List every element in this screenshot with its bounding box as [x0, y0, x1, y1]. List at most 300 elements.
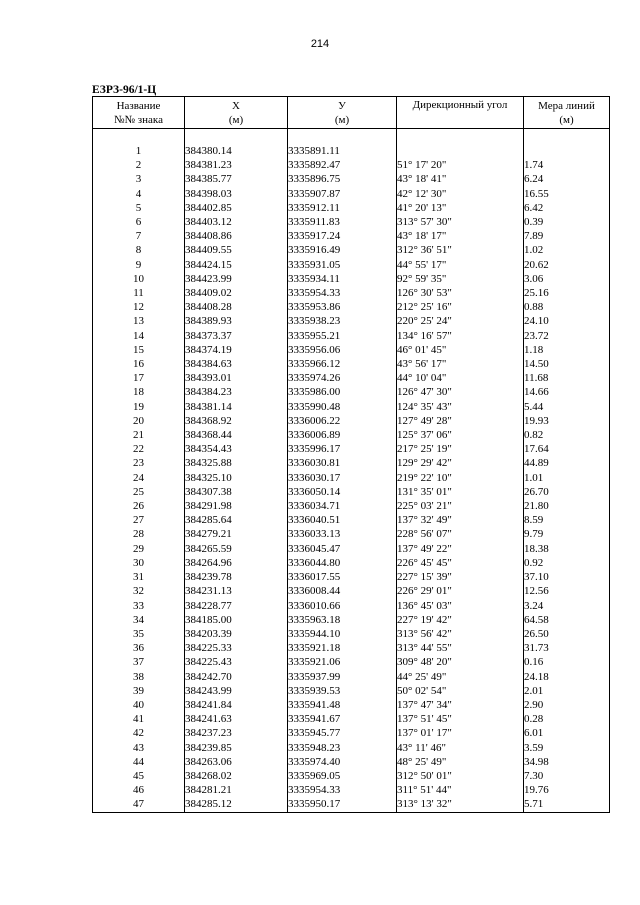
- y-coordinate-cell: 3335966.12: [288, 357, 397, 371]
- x-coordinate-cell: 384408.86: [185, 229, 288, 243]
- table-row: [93, 229, 610, 243]
- y-coordinate-cell: 3335911.83: [288, 215, 397, 229]
- bearing-angle-cell: 51° 17' 20": [397, 158, 524, 172]
- point-number-cell: 41: [93, 712, 185, 726]
- point-number-cell: 17: [93, 371, 185, 385]
- line-length-cell: 3.59: [524, 741, 610, 755]
- table-row: [93, 797, 610, 812]
- table-row: [93, 329, 610, 343]
- header-x: [185, 97, 288, 129]
- y-coordinate-cell: 3335937.99: [288, 670, 397, 684]
- x-coordinate-cell: 384243.99: [185, 684, 288, 698]
- header-unit: (м): [228, 113, 244, 126]
- line-length-cell: [524, 144, 610, 158]
- table-row: [93, 599, 610, 613]
- line-length-cell: 2.01: [524, 684, 610, 698]
- point-number-cell: 31: [93, 570, 185, 584]
- bearing-angle-cell: 129° 29' 42": [397, 456, 524, 470]
- point-number-cell: 40: [93, 698, 185, 712]
- x-coordinate-cell: 384381.23: [185, 158, 288, 172]
- line-length-cell: 25.16: [524, 286, 610, 300]
- y-coordinate-cell: 3335963.18: [288, 613, 397, 627]
- x-coordinate-cell: 384281.21: [185, 783, 288, 797]
- bearing-angle-cell: 48° 25' 49": [397, 755, 524, 769]
- point-number-cell: 8: [93, 243, 185, 257]
- bearing-angle-cell: 127° 49' 28": [397, 414, 524, 428]
- line-length-cell: 34.98: [524, 755, 610, 769]
- point-number-cell: 46: [93, 783, 185, 797]
- y-coordinate-cell: 3336006.89: [288, 428, 397, 442]
- bearing-angle-cell: 311° 51' 44": [397, 783, 524, 797]
- line-length-cell: 23.72: [524, 329, 610, 343]
- y-coordinate-cell: 3335938.23: [288, 314, 397, 328]
- y-coordinate-cell: 3335891.11: [288, 144, 397, 158]
- x-coordinate-cell: 384239.85: [185, 741, 288, 755]
- bearing-angle-cell: 312° 50' 01": [397, 769, 524, 783]
- line-length-cell: 3.24: [524, 599, 610, 613]
- coordinates-table: [92, 96, 610, 813]
- bearing-angle-cell: 124° 35' 43": [397, 400, 524, 414]
- y-coordinate-cell: 3335921.18: [288, 641, 397, 655]
- line-length-cell: 26.50: [524, 627, 610, 641]
- line-length-cell: 1.01: [524, 471, 610, 485]
- bearing-angle-cell: 46° 01' 45": [397, 343, 524, 357]
- x-coordinate-cell: 384307.38: [185, 485, 288, 499]
- x-coordinate-cell: 384279.21: [185, 527, 288, 541]
- bearing-angle-cell: 50° 02' 54": [397, 684, 524, 698]
- point-number-cell: 42: [93, 726, 185, 740]
- x-coordinate-cell: 384203.39: [185, 627, 288, 641]
- line-length-cell: 18.38: [524, 542, 610, 556]
- bearing-angle-cell: 43° 18' 17": [397, 229, 524, 243]
- x-coordinate-cell: 384384.63: [185, 357, 288, 371]
- table-row: [93, 215, 610, 229]
- point-number-cell: 43: [93, 741, 185, 755]
- table-row: [93, 371, 610, 385]
- point-number-cell: 11: [93, 286, 185, 300]
- line-length-cell: 0.88: [524, 300, 610, 314]
- bearing-angle-cell: 43° 18' 41": [397, 172, 524, 186]
- bearing-angle-cell: 92° 59' 35": [397, 272, 524, 286]
- y-coordinate-cell: 3336033.13: [288, 527, 397, 541]
- point-number-cell: 33: [93, 599, 185, 613]
- table-row: [93, 755, 610, 769]
- x-coordinate-cell: 384325.10: [185, 471, 288, 485]
- point-number-cell: 32: [93, 584, 185, 598]
- y-coordinate-cell: 3335916.49: [288, 243, 397, 257]
- point-number-cell: 39: [93, 684, 185, 698]
- point-number-cell: 38: [93, 670, 185, 684]
- y-coordinate-cell: 3335896.75: [288, 172, 397, 186]
- point-number-cell: 1: [93, 144, 185, 158]
- bearing-angle-cell: 219° 22' 10": [397, 471, 524, 485]
- point-number-cell: 20: [93, 414, 185, 428]
- y-coordinate-cell: 3335892.47: [288, 158, 397, 172]
- y-coordinate-cell: 3335945.77: [288, 726, 397, 740]
- y-coordinate-cell: 3336030.17: [288, 471, 397, 485]
- line-length-cell: 12.56: [524, 584, 610, 598]
- point-number-cell: 12: [93, 300, 185, 314]
- y-coordinate-cell: 3335948.23: [288, 741, 397, 755]
- table-row: [93, 513, 610, 527]
- table-row: [93, 400, 610, 414]
- table-row: [93, 357, 610, 371]
- bearing-angle-cell: 126° 30' 53": [397, 286, 524, 300]
- bearing-angle-cell: 137° 01' 17": [397, 726, 524, 740]
- point-number-cell: 47: [93, 797, 185, 812]
- table-row: [93, 442, 610, 456]
- x-coordinate-cell: 384374.19: [185, 343, 288, 357]
- x-coordinate-cell: 384285.64: [185, 513, 288, 527]
- header-distance: [524, 97, 610, 129]
- point-number-cell: 15: [93, 343, 185, 357]
- point-number-cell: 27: [93, 513, 185, 527]
- point-number-cell: 10: [93, 272, 185, 286]
- line-length-cell: 1.18: [524, 343, 610, 357]
- point-number-cell: 6: [93, 215, 185, 229]
- table-row: [93, 172, 610, 186]
- bearing-angle-cell: 309° 48' 20": [397, 655, 524, 669]
- table-row: [93, 670, 610, 684]
- line-length-cell: 19.93: [524, 414, 610, 428]
- bearing-angle-cell: 227° 15' 39": [397, 570, 524, 584]
- x-coordinate-cell: 384241.84: [185, 698, 288, 712]
- x-coordinate-cell: 384368.92: [185, 414, 288, 428]
- table-row: [93, 655, 610, 669]
- line-length-cell: 37.10: [524, 570, 610, 584]
- line-length-cell: 17.64: [524, 442, 610, 456]
- header-label: Дирекционный угол: [412, 99, 508, 111]
- header-unit: (м): [559, 113, 574, 126]
- y-coordinate-cell: 3336008.44: [288, 584, 397, 598]
- y-coordinate-cell: 3335986.00: [288, 385, 397, 399]
- header-label: Название: [116, 99, 161, 112]
- bearing-angle-cell: 313° 56' 42": [397, 627, 524, 641]
- line-length-cell: 0.28: [524, 712, 610, 726]
- table-row: [93, 428, 610, 442]
- line-length-cell: 6.01: [524, 726, 610, 740]
- line-length-cell: 24.10: [524, 314, 610, 328]
- x-coordinate-cell: 384384.23: [185, 385, 288, 399]
- line-length-cell: 16.55: [524, 187, 610, 201]
- line-length-cell: 7.30: [524, 769, 610, 783]
- x-coordinate-cell: 384368.44: [185, 428, 288, 442]
- table-row: [93, 456, 610, 470]
- table-row: [93, 300, 610, 314]
- bearing-angle-cell: 44° 55' 17": [397, 258, 524, 272]
- bearing-angle-cell: [397, 144, 524, 158]
- point-number-cell: 35: [93, 627, 185, 641]
- y-coordinate-cell: 3335990.48: [288, 400, 397, 414]
- line-length-cell: 64.58: [524, 613, 610, 627]
- y-coordinate-cell: 3336044.80: [288, 556, 397, 570]
- x-coordinate-cell: 384231.13: [185, 584, 288, 598]
- point-number-cell: 4: [93, 187, 185, 201]
- table-row: [93, 258, 610, 272]
- table-row: [93, 769, 610, 783]
- point-number-cell: 29: [93, 542, 185, 556]
- y-coordinate-cell: 3335939.53: [288, 684, 397, 698]
- y-coordinate-cell: 3335974.40: [288, 755, 397, 769]
- x-coordinate-cell: 384380.14: [185, 144, 288, 158]
- x-coordinate-cell: 384325.88: [185, 456, 288, 470]
- bearing-angle-cell: 44° 10' 04": [397, 371, 524, 385]
- point-number-cell: 24: [93, 471, 185, 485]
- y-coordinate-cell: 3336006.22: [288, 414, 397, 428]
- x-coordinate-cell: 384237.23: [185, 726, 288, 740]
- x-coordinate-cell: 384409.55: [185, 243, 288, 257]
- x-coordinate-cell: 384354.43: [185, 442, 288, 456]
- point-number-cell: 16: [93, 357, 185, 371]
- line-length-cell: 44.89: [524, 456, 610, 470]
- line-length-cell: 7.89: [524, 229, 610, 243]
- bearing-angle-cell: 228° 56' 07": [397, 527, 524, 541]
- point-number-cell: 45: [93, 769, 185, 783]
- table-row: [93, 272, 610, 286]
- table-row: [93, 187, 610, 201]
- line-length-cell: 11.68: [524, 371, 610, 385]
- table-row: [93, 158, 610, 172]
- bearing-angle-cell: 137° 32' 49": [397, 513, 524, 527]
- bearing-angle-cell: 226° 45' 45": [397, 556, 524, 570]
- line-length-cell: 9.79: [524, 527, 610, 541]
- y-coordinate-cell: 3335969.05: [288, 769, 397, 783]
- x-coordinate-cell: 384228.77: [185, 599, 288, 613]
- y-coordinate-cell: 3335956.06: [288, 343, 397, 357]
- header-label: Мера линий: [538, 99, 595, 112]
- x-coordinate-cell: 384408.28: [185, 300, 288, 314]
- table-row: [93, 201, 610, 215]
- table-row: [93, 471, 610, 485]
- table-row: [93, 684, 610, 698]
- line-length-cell: 19.76: [524, 783, 610, 797]
- x-coordinate-cell: 384242.70: [185, 670, 288, 684]
- y-coordinate-cell: 3335931.05: [288, 258, 397, 272]
- line-length-cell: 26.70: [524, 485, 610, 499]
- x-coordinate-cell: 384285.12: [185, 797, 288, 812]
- y-coordinate-cell: 3336034.71: [288, 499, 397, 513]
- table-caption: ЕЗРЗ-96/1-Ц: [92, 84, 157, 96]
- line-length-cell: 0.92: [524, 556, 610, 570]
- x-coordinate-cell: 384373.37: [185, 329, 288, 343]
- x-coordinate-cell: 384381.14: [185, 400, 288, 414]
- point-number-cell: 13: [93, 314, 185, 328]
- y-coordinate-cell: 3335953.86: [288, 300, 397, 314]
- y-coordinate-cell: 3336030.81: [288, 456, 397, 470]
- line-length-cell: 3.06: [524, 272, 610, 286]
- table-row: [93, 726, 610, 740]
- point-number-cell: 36: [93, 641, 185, 655]
- table-row: [93, 627, 610, 641]
- y-coordinate-cell: 3335912.11: [288, 201, 397, 215]
- x-coordinate-cell: 384402.85: [185, 201, 288, 215]
- table-row: [93, 741, 610, 755]
- table-row: [93, 343, 610, 357]
- point-number-cell: 5: [93, 201, 185, 215]
- bearing-angle-cell: 136° 45' 03": [397, 599, 524, 613]
- table-row: [93, 499, 610, 513]
- line-length-cell: 0.16: [524, 655, 610, 669]
- line-length-cell: 5.71: [524, 797, 610, 812]
- point-number-cell: 2: [93, 158, 185, 172]
- header-label: X: [232, 99, 240, 112]
- bearing-angle-cell: 43° 56' 17": [397, 357, 524, 371]
- x-coordinate-cell: 384409.02: [185, 286, 288, 300]
- point-number-cell: 44: [93, 755, 185, 769]
- table-row: [93, 314, 610, 328]
- line-length-cell: 21.80: [524, 499, 610, 513]
- y-coordinate-cell: 3335921.06: [288, 655, 397, 669]
- bearing-angle-cell: 313° 44' 55": [397, 641, 524, 655]
- point-number-cell: 30: [93, 556, 185, 570]
- x-coordinate-cell: 384239.78: [185, 570, 288, 584]
- x-coordinate-cell: 384423.99: [185, 272, 288, 286]
- y-coordinate-cell: 3335954.33: [288, 286, 397, 300]
- bearing-angle-cell: 137° 49' 22": [397, 542, 524, 556]
- point-number-cell: 21: [93, 428, 185, 442]
- x-coordinate-cell: 384403.12: [185, 215, 288, 229]
- header-y: [288, 97, 397, 129]
- bearing-angle-cell: 41° 20' 13": [397, 201, 524, 215]
- table-body: [93, 129, 610, 813]
- x-coordinate-cell: 384185.00: [185, 613, 288, 627]
- point-number-cell: 37: [93, 655, 185, 669]
- x-coordinate-cell: 384389.93: [185, 314, 288, 328]
- page-number: 214: [310, 38, 330, 50]
- bearing-angle-cell: 226° 29' 01": [397, 584, 524, 598]
- bearing-angle-cell: 42° 12' 30": [397, 187, 524, 201]
- point-number-cell: 28: [93, 527, 185, 541]
- table-header-row: [93, 97, 610, 129]
- table-row: [93, 556, 610, 570]
- y-coordinate-cell: 3335955.21: [288, 329, 397, 343]
- table-row: [93, 641, 610, 655]
- line-length-cell: 14.66: [524, 385, 610, 399]
- point-number-cell: 14: [93, 329, 185, 343]
- point-number-cell: 25: [93, 485, 185, 499]
- bearing-angle-cell: 217° 25' 19": [397, 442, 524, 456]
- point-number-cell: 19: [93, 400, 185, 414]
- line-length-cell: 2.90: [524, 698, 610, 712]
- x-coordinate-cell: 384385.77: [185, 172, 288, 186]
- line-length-cell: 14.50: [524, 357, 610, 371]
- y-coordinate-cell: 3336045.47: [288, 542, 397, 556]
- x-coordinate-cell: 384225.43: [185, 655, 288, 669]
- table-row: [93, 584, 610, 598]
- bearing-angle-cell: 134° 16' 57": [397, 329, 524, 343]
- x-coordinate-cell: 384268.02: [185, 769, 288, 783]
- point-number-cell: 9: [93, 258, 185, 272]
- point-number-cell: 26: [93, 499, 185, 513]
- bearing-angle-cell: 312° 36' 51": [397, 243, 524, 257]
- bearing-angle-cell: 44° 25' 49": [397, 670, 524, 684]
- point-number-cell: 18: [93, 385, 185, 399]
- bearing-angle-cell: 126° 47' 30": [397, 385, 524, 399]
- bearing-angle-cell: 131° 35' 01": [397, 485, 524, 499]
- table-row: [93, 712, 610, 726]
- x-coordinate-cell: 384225.33: [185, 641, 288, 655]
- line-length-cell: 1.74: [524, 158, 610, 172]
- x-coordinate-cell: 384265.59: [185, 542, 288, 556]
- bearing-angle-cell: 313° 57' 30": [397, 215, 524, 229]
- point-number-cell: 22: [93, 442, 185, 456]
- y-coordinate-cell: 3335996.17: [288, 442, 397, 456]
- spacer-row: [93, 129, 610, 145]
- table-row: [93, 144, 610, 158]
- header-label: №№ знака: [114, 113, 163, 126]
- bearing-angle-cell: 227° 19' 42": [397, 613, 524, 627]
- header-unit: (м): [334, 113, 350, 126]
- line-length-cell: 6.24: [524, 172, 610, 186]
- table-row: [93, 570, 610, 584]
- bearing-angle-cell: 220° 25' 24": [397, 314, 524, 328]
- bearing-angle-cell: 43° 11' 46": [397, 741, 524, 755]
- x-coordinate-cell: 384291.98: [185, 499, 288, 513]
- point-number-cell: 3: [93, 172, 185, 186]
- header-label: У: [338, 99, 346, 112]
- line-length-cell: 24.18: [524, 670, 610, 684]
- line-length-cell: 0.82: [524, 428, 610, 442]
- bearing-angle-cell: 212° 25' 16": [397, 300, 524, 314]
- x-coordinate-cell: 384263.06: [185, 755, 288, 769]
- bearing-angle-cell: 313° 13' 32": [397, 797, 524, 812]
- line-length-cell: 6.42: [524, 201, 610, 215]
- line-length-cell: 0.39: [524, 215, 610, 229]
- table-row: [93, 485, 610, 499]
- y-coordinate-cell: 3335907.87: [288, 187, 397, 201]
- header-point-name: [93, 97, 185, 129]
- y-coordinate-cell: 3336010.66: [288, 599, 397, 613]
- line-length-cell: 20.62: [524, 258, 610, 272]
- table-row: [93, 385, 610, 399]
- y-coordinate-cell: 3335917.24: [288, 229, 397, 243]
- x-coordinate-cell: 384424.15: [185, 258, 288, 272]
- y-coordinate-cell: 3336017.55: [288, 570, 397, 584]
- line-length-cell: 1.02: [524, 243, 610, 257]
- bearing-angle-cell: 225° 03' 21": [397, 499, 524, 513]
- table-row: [93, 243, 610, 257]
- x-coordinate-cell: 384264.96: [185, 556, 288, 570]
- y-coordinate-cell: 3336040.51: [288, 513, 397, 527]
- table-row: [93, 613, 610, 627]
- table-row: [93, 698, 610, 712]
- line-length-cell: 8.59: [524, 513, 610, 527]
- header-angle: [397, 97, 524, 129]
- y-coordinate-cell: 3335934.11: [288, 272, 397, 286]
- bearing-angle-cell: 125° 37' 06": [397, 428, 524, 442]
- y-coordinate-cell: 3335941.67: [288, 712, 397, 726]
- y-coordinate-cell: 3335941.48: [288, 698, 397, 712]
- point-number-cell: 34: [93, 613, 185, 627]
- point-number-cell: 7: [93, 229, 185, 243]
- x-coordinate-cell: 384241.63: [185, 712, 288, 726]
- line-length-cell: 31.73: [524, 641, 610, 655]
- bearing-angle-cell: 137° 47' 34": [397, 698, 524, 712]
- x-coordinate-cell: 384398.03: [185, 187, 288, 201]
- y-coordinate-cell: 3335954.33: [288, 783, 397, 797]
- table-row: [93, 414, 610, 428]
- table-row: [93, 527, 610, 541]
- line-length-cell: 5.44: [524, 400, 610, 414]
- table-row: [93, 783, 610, 797]
- point-number-cell: 23: [93, 456, 185, 470]
- y-coordinate-cell: 3336050.14: [288, 485, 397, 499]
- y-coordinate-cell: 3335944.10: [288, 627, 397, 641]
- bearing-angle-cell: 137° 51' 45": [397, 712, 524, 726]
- table-row: [93, 286, 610, 300]
- y-coordinate-cell: 3335974.26: [288, 371, 397, 385]
- y-coordinate-cell: 3335950.17: [288, 797, 397, 812]
